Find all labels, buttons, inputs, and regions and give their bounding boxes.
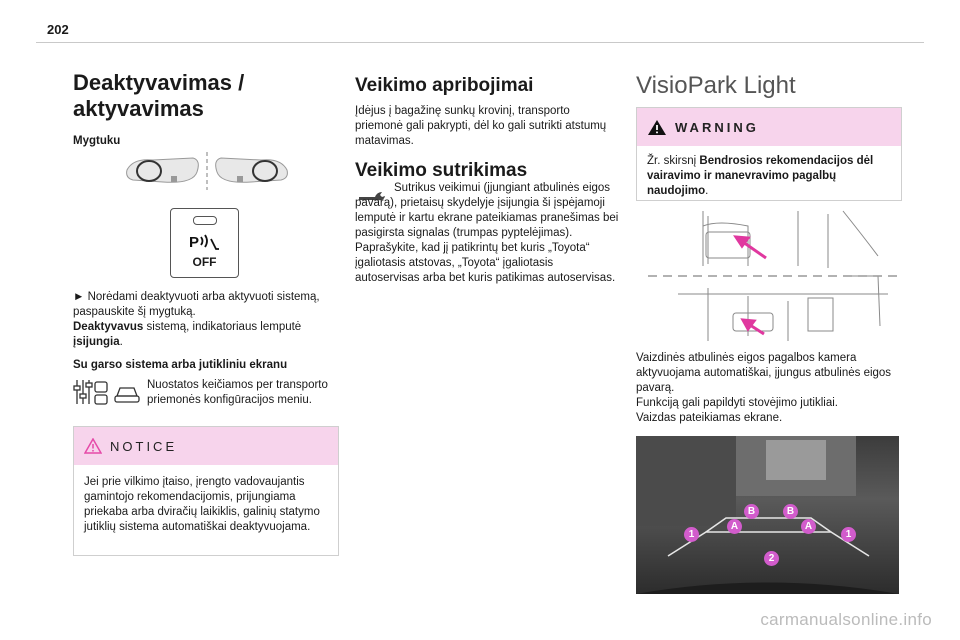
camera-arrows [736,237,766,334]
warning-label: WARNING [675,119,759,135]
section-title-malfunction: Veikimo sutrikimas [355,160,528,181]
warning-header [637,108,901,146]
indicator-lamp [193,216,217,225]
deactivation-instructions [73,290,338,373]
notice-box [73,426,339,556]
camera-marker-1: 1 [841,527,856,542]
steering-position-illustration [123,150,291,192]
parking-sensor-icon [188,231,222,253]
off-label: OFF [192,255,217,269]
park-sensor-off-button[interactable] [170,208,239,278]
column-limitations [355,74,620,183]
visiopark-text-3: Vaizdas pateikiamas ekrane. [636,412,783,424]
sliders-icon [74,380,107,404]
settings-icons [73,378,143,408]
camera-view-screen [636,436,899,594]
section-title-deactivation: Deaktyvavimas / aktyvavimas [73,70,245,121]
instruction-bold2: įsijungia [73,336,120,348]
warning-box [636,107,902,201]
page-number: 202 [47,22,69,37]
notice-text: Jei prie vilkimo įtaiso, įrengto vadovaujantis gamintojo rekomendacijomis, prijungiama priekaba arba dviračių laikiklis, galinių statymo jutiklių sistema automatiškai deaktyvuojama. [84,476,320,533]
section-title-visiopark: VisioPark Light [636,72,796,99]
malfunction-block [355,181,620,286]
notice-label: NOTICE [110,438,178,454]
settings-text: Nuostatos keičiamos per transporto priemonės konfigūracijos meniu. [147,379,328,406]
warning-triangle-icon [84,438,102,454]
warning-pre: Žr. skirsnį [647,155,700,167]
settings-text-wrap [147,378,337,408]
subtitle-audio-system: Su garso sistema arba jutikliniu ekranu [73,359,288,371]
camera-marker-B: B [783,504,798,519]
section-title-limitations: Veikimo apribojimai [355,75,534,96]
visiopark-text-block [636,351,900,426]
camera-marker-B: B [744,504,759,519]
column-visiopark [636,72,900,100]
camera-marker-2: 2 [764,551,779,566]
subtitle-button: Mygtuku [73,135,121,147]
visiopark-text-2: Funkciją gali papildyti stovėjimo jutikliai. [636,397,838,409]
car-icon [115,388,139,402]
visiopark-text-1: Vaizdinės atbulinės eigos pagalbos kamera aktyvuojama automatiškai, įjungus atbulinės eigos pavarą. [636,352,892,394]
column-deactivation [73,70,338,149]
malfunction-contact-text: Paprašykite, kad jį patikrintų bet kuris „Toyota“ įgaliotasis atstovas, „Toyota“ įgaliotasis autoservisas arba bet kuris patikimas autoservisas. [355,242,616,284]
warning-bold: Bendrosios rekomendacijos dėl vairavimo ir manevravimo pagalbų naudojimo [647,155,874,197]
instruction-bold: Deaktyvavus [73,321,144,333]
top-divider [36,42,924,43]
instruction-end: . [119,336,123,348]
footer-watermark: carmanualsonline.info [760,610,932,629]
camera-marker-1: 1 [684,527,699,542]
notice-header [74,427,338,465]
camera-marker-A: A [801,519,816,534]
malfunction-text: Sutrikus veikimui (įjungiant atbulinės eigos pavarą), prietaisų skydelyje įsijungia ši įspėjamoji lemputė ir kartu ekrane pateikiamas pranešimas bei pasigirsta signalas (trumpas pyptelėjimas). [355,182,619,239]
camera-marker-A: A [727,519,742,534]
instruction-line: ► Norėdami deaktyvuoti arba aktyvuoti sistemą, paspauskite šį mygtuką. [73,291,320,318]
rear-camera-location-illustration [648,206,900,346]
warning-end: . [705,185,709,197]
limitations-text: Įdėjus į bagažinę sunkų krovinį, transporto priemonė gali pakrypti, dėl ko gali sutrikti atstumų matavimas. [355,105,607,147]
instruction-rest: sistemą, indikatoriaus lemputė [143,321,302,333]
svg-text:P: P [189,234,200,251]
warning-triangle-icon [647,119,667,136]
